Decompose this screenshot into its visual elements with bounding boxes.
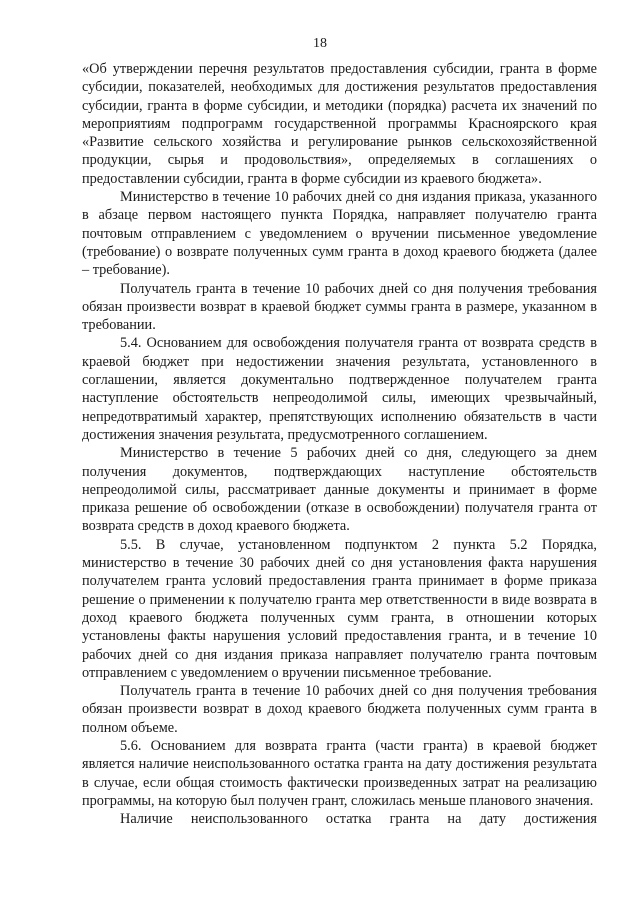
paragraph-section-5-4: 5.4. Основанием для освобождения получателя гранта от возврата средств в краевой бюджет при недостижении значения результата, установленного в соглашении, является документально подтвержденное получателем гранта наступление обстоятельств непреодолимой силы, имеющих чрезвычайный, непредотвратимый характер, препятствующих исполнению обязательств в части достижения значения результата, предусмотренного соглашением. (82, 335, 597, 443)
paragraph-section-5-6: 5.6. Основанием для возврата гранта (части гранта) в краевой бюджет является наличие неиспользованного остатка гранта на дату достижения результата в случае, если общая стоимость фактически произведенных затрат на реализацию программы, на которую был получен грант, сложилась меньше планового значения. (82, 737, 597, 809)
paragraph-unused-balance: Наличие неиспользованного остатка гранта на дату достижения (120, 811, 597, 828)
document-body (82, 60, 597, 828)
paragraph-order-title-continuation: «Об утверждении перечня результатов предоставления субсидии, гранта в форме субсидии, показателей, необходимых для достижения результатов предоставления субсидии, гранта в форме субсидии, и методики (порядка) расчета их значений по мероприятиям подпрограмм государственной программы Красноярского края «Развитие сельского хозяйства и регулирование рынков сельскохозяйственной продукции, сырья и продовольствия», определяемых в соглашениях о предоставлении субсидии, гранта в форме субсидии из краевого бюджета». (82, 61, 597, 187)
paragraph-recipient-full-refund: Получатель гранта в течение 10 рабочих дней со дня получения требования обязан произвести возврат в доход краевого бюджета полученных сумм гранта в полном объеме. (82, 683, 597, 736)
paragraph-ministry-force-majeure-review: Министерство в течение 5 рабочих дней со дня, следующего за днем получения документов, подтверждающих наступление обстоятельств непреодолимой силы, рассматривает данные документы и принимает в форме приказа решение об освобождении (отказе в освобождении) получателя гранта от возврата средств в доход краевого бюджета. (82, 445, 597, 535)
page-number: 18 (313, 36, 327, 51)
paragraph-section-5-5: 5.5. В случае, установленном подпунктом 2 пункта 5.2 Порядка, министерство в течение 30 рабочих дней со дня установления факта нарушения получателем гранта условий предоставления гранта принимает в форме приказа решение о применении к получателю гранта мер ответственности в виде возврата в доход краевого бюджета полученных сумм гранта, в отношении которых установлены факты нарушения условий предоставления гранта, и в течение 10 рабочих дней со дня издания приказа направляет получателю гранта почтовым отправлением с уведомлением о вручении письменное требование. (82, 536, 597, 681)
paragraph-recipient-refund-duty: Получатель гранта в течение 10 рабочих дней со дня получения требования обязан произвести возврат в краевой бюджет суммы гранта в размере, указанном в требовании. (82, 280, 597, 334)
paragraph-ministry-notification: Министерство в течение 10 рабочих дней со дня издания приказа, указанного в абзаце первом настоящего пункта Порядка, направляет получателю гранта почтовым отправлением с уведомлением о вручении письменное уведомление (требование) о возврате полученных сумм гранта в доход краевого бюджета (далее – требование). (82, 189, 597, 279)
